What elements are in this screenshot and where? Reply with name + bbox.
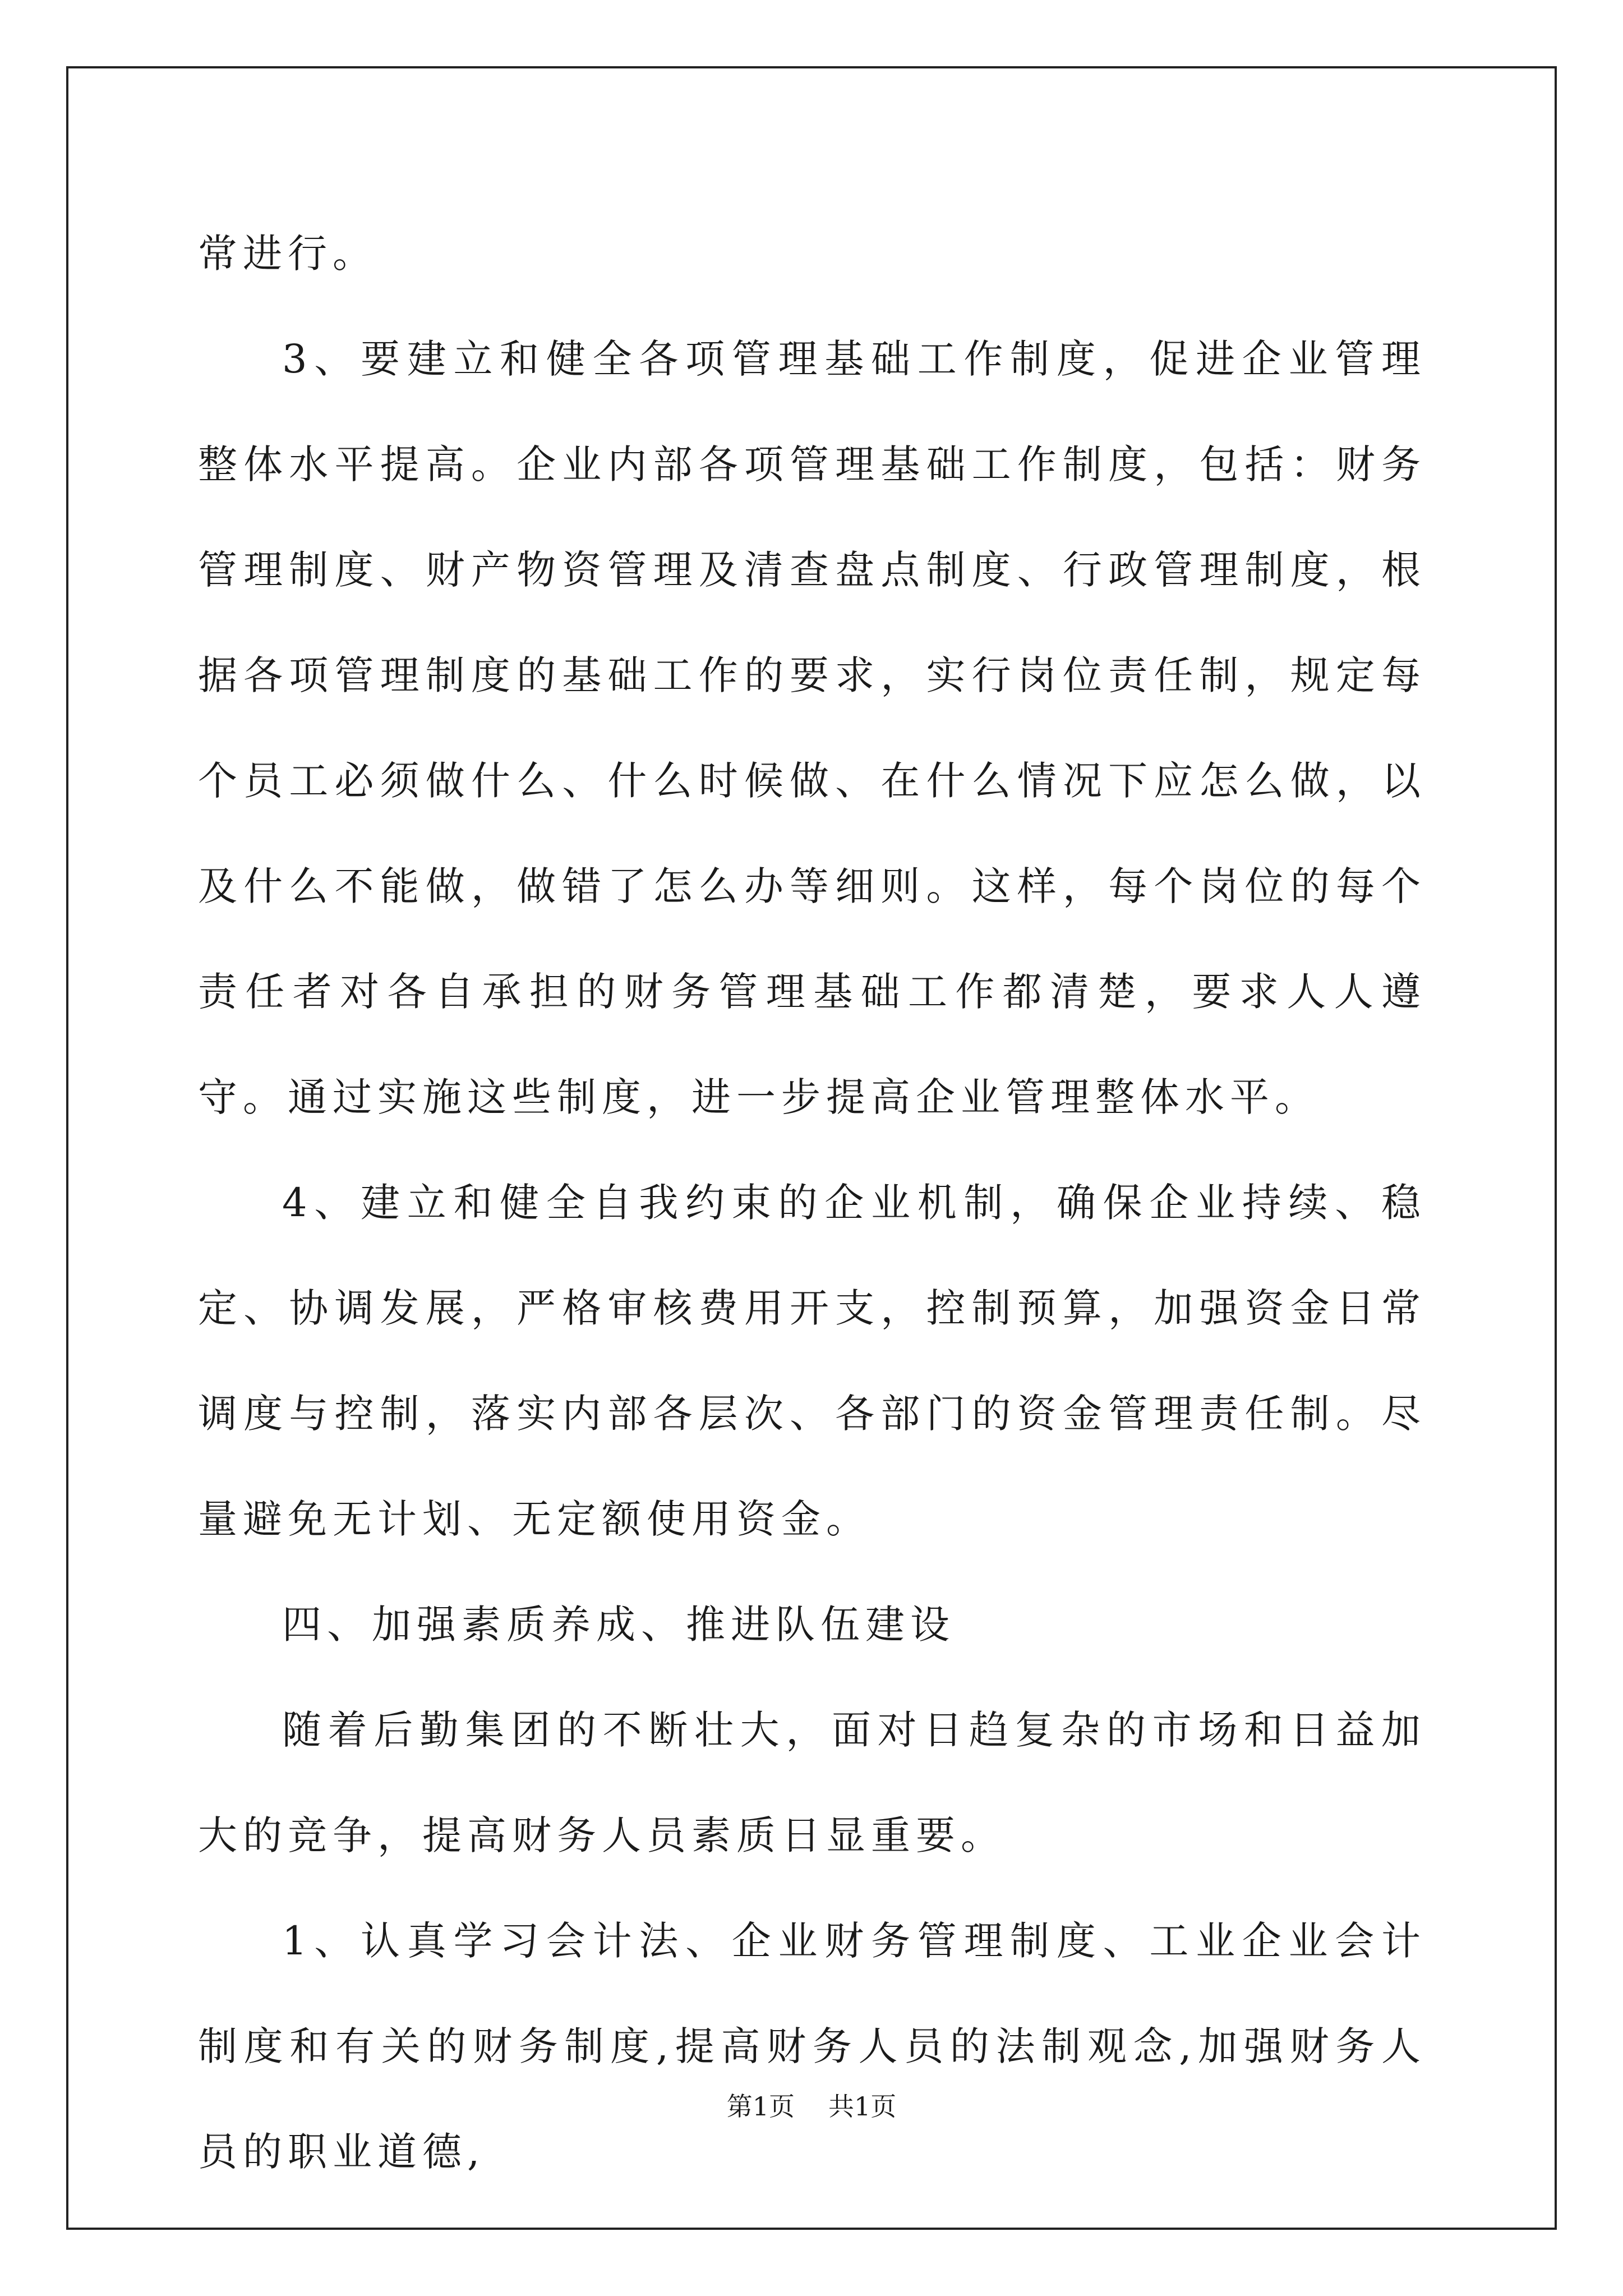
page-footer xyxy=(0,2090,1623,2123)
page-total: 共1页 xyxy=(828,2091,897,2122)
paragraph-item-3: 3、要建立和健全各项管理基础工作制度，促进企业管理整体水平提高。企业内部各项管理基础工作制度，包括：财务管理制度、财产物资管理及清查盘点制度、行政管理制度，根据各项管理制度的基础工作的要求，实行岗位责任制，规定每个员工必须做什么、什么时候做、在什么情况下应怎么做，以及什么不能做，做错了怎么办等细则。这样，每个岗位的每个责任者对各自承担的财务管理基础工作都清楚，要求人人遵守。通过实施这些制度，进一步提高企业管理整体水平。 xyxy=(198,336,1426,1120)
page-number: 第1页 xyxy=(726,2091,795,2122)
paragraph-intro: 随着后勤集团的不断壮大，面对日趋复杂的市场和日益加大的竞争，提高财务人员素质日显重要。 xyxy=(198,1707,1426,1858)
paragraph-continuation: 常进行。 xyxy=(198,231,377,277)
section-heading: 四、加强素质养成、推进队伍建设 xyxy=(282,1602,955,1648)
paragraph-item-4: 4、建立和健全自我约束的企业机制，确保企业持续、稳定、协调发展，严格审核费用开支，控制预算，加强资金日常调度与控制，落实内部各层次、各部门的资金管理责任制。尽量避免无计划、无定额使用资金。 xyxy=(198,1180,1426,1542)
document-body xyxy=(198,201,1426,2205)
paragraph-item-1: 1、认真学习会计法、企业财务管理制度、工业企业会计制度和有关的财务制度,提高财务人员的法制观念,加强财务人员的职业道德, xyxy=(198,1918,1426,2175)
